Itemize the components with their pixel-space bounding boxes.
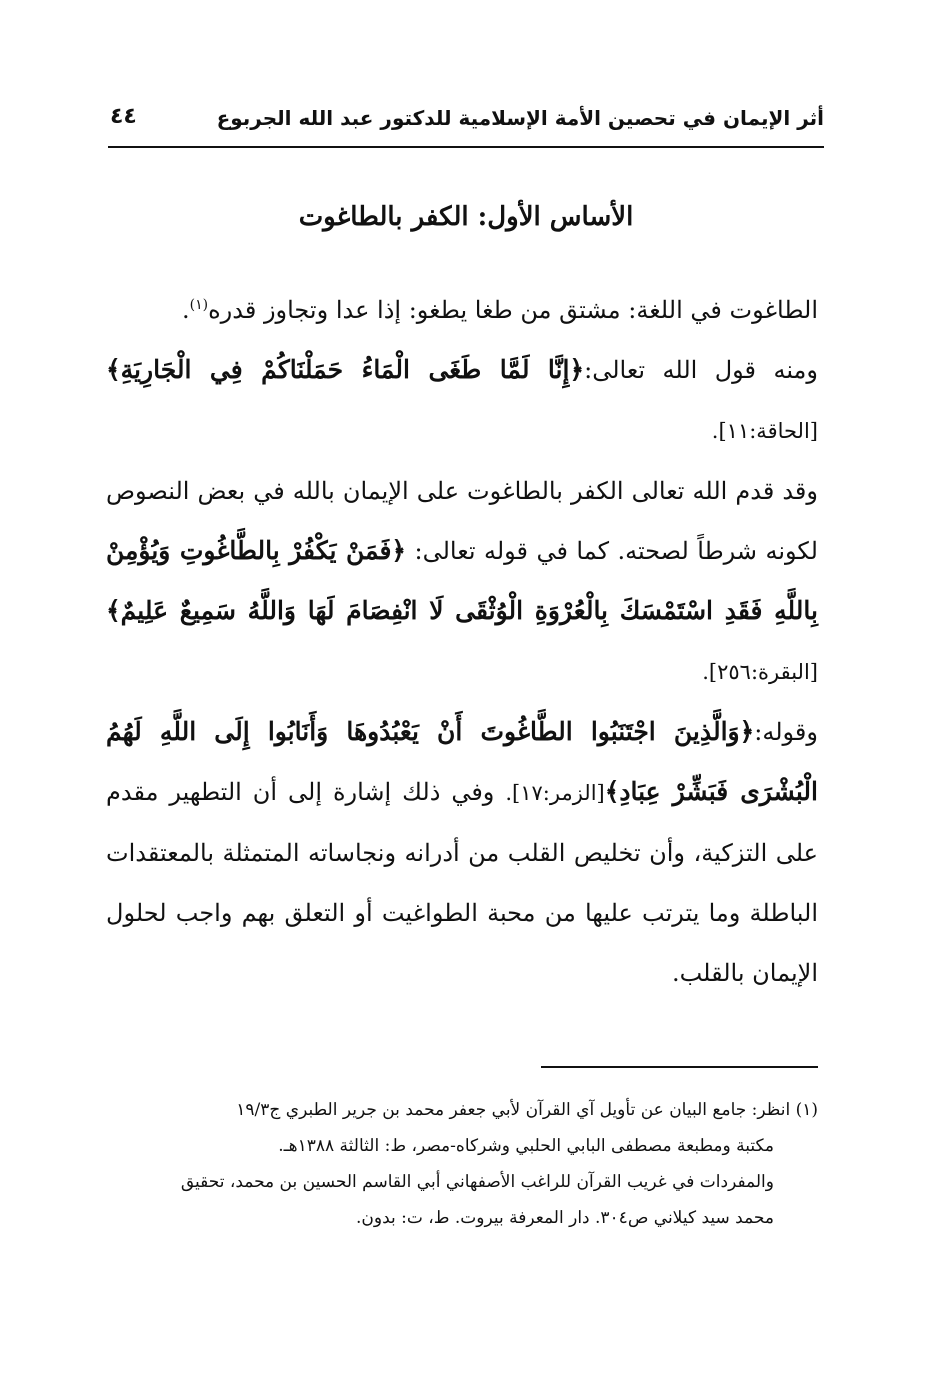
verse-reference-alhaqqah: [الحاقة:١١].: [711, 419, 818, 443]
verse-reference-azzumar: [الزمر:١٧].: [505, 781, 605, 805]
running-title: أثر الإيمان في تحصين الأمة الإسلامية للدكتور عبد الله الجربوع: [216, 106, 824, 130]
paragraph-4: [106, 702, 818, 1003]
footnote-1-line-1: (١) انظر: جامع البيان عن تأويل آي القرآن لأبي جعفر محمد بن جرير الطبري ج١٩/٣: [236, 1100, 818, 1120]
footnotes: [106, 1092, 818, 1236]
footnote-1-line-4: محمد سيد كيلاني ص٣٠٤. دار المعرفة بيروت. ط، ت: بدون.: [355, 1208, 774, 1228]
verse-reference-albaqarah: [البقرة:٢٥٦].: [702, 660, 818, 684]
paragraph-2-intro: ومنه قول الله تعالى:: [584, 356, 819, 384]
paragraph-3-text: وقد قدم الله تعالى الكفر بالطاغوت على الإيمان بالله في بعض النصوص لكونه شرطاً لصحته. كما في قوله تعالى:: [106, 477, 818, 565]
page-number: ٤٤: [110, 104, 137, 129]
paragraph-1: [106, 280, 818, 340]
footnote-1-line-3: والمفردات في غريب القرآن للراغب الأصفهاني أبي القاسم الحسين بن محمد، تحقيق: [180, 1172, 774, 1192]
paragraph-1-text: الطاغوت في اللغة: مشتق من طغا يطغو: إذا عدا وتجاوز قدره: [208, 296, 818, 324]
paragraph-3: [106, 461, 818, 702]
section-title: الأساس الأول: الكفر بالطاغوت: [298, 202, 634, 232]
paragraph-2: [106, 340, 818, 461]
body-text: [106, 280, 818, 1003]
paragraph-4-intro: وقوله:: [754, 718, 818, 746]
paragraph-1-end: .: [181, 296, 190, 324]
quran-verse-albaqarah: ﴿فَمَنْ يَكْفُرْ بِالطَّاغُوتِ وَيُؤْمِنْ بِاللَّهِ فَقَدِ اسْتَمْسَكَ بِالْعُرْوَةِ الْوُثْقَى لَا انْفِصَامَ لَهَا وَاللَّهُ سَمِيعٌ عَلِيمٌ﴾: [106, 536, 818, 625]
quran-verse-alhaqqah: ﴿إِنَّا لَمَّا طَغَى الْمَاءُ حَمَلْنَاكُمْ فِي الْجَارِيَةِ﴾: [106, 355, 585, 384]
quran-verse-azzumar: ﴿وَالَّذِينَ اجْتَنَبُوا الطَّاغُوتَ أَنْ يَعْبُدُوهَا وَأَنَابُوا إِلَى اللَّهِ لَهُمُ الْبُشْرَى فَبَشِّرْ عِبَادِ﴾: [106, 717, 818, 806]
footnote-marker: (١): [189, 297, 209, 313]
paragraph-4-rest: وفي ذلك إشارة إلى أن التطهير مقدم على التزكية، وأن تخليص القلب من أدرانه ونجاساته المتمثلة بالمعتقدات الباطلة وما يترتب عليها من محبة الطواغيت أو التعلق بهم واجب لحلول الإيمان بالقلب.: [106, 778, 818, 987]
footnote-separator: [541, 1066, 818, 1068]
footnote-1-line-2: مكتبة ومطبعة مصطفى البابي الحلبي وشركاه-مصر، ط: الثالثة ١٣٨٨هـ.: [278, 1136, 774, 1156]
page-header: [108, 92, 824, 148]
